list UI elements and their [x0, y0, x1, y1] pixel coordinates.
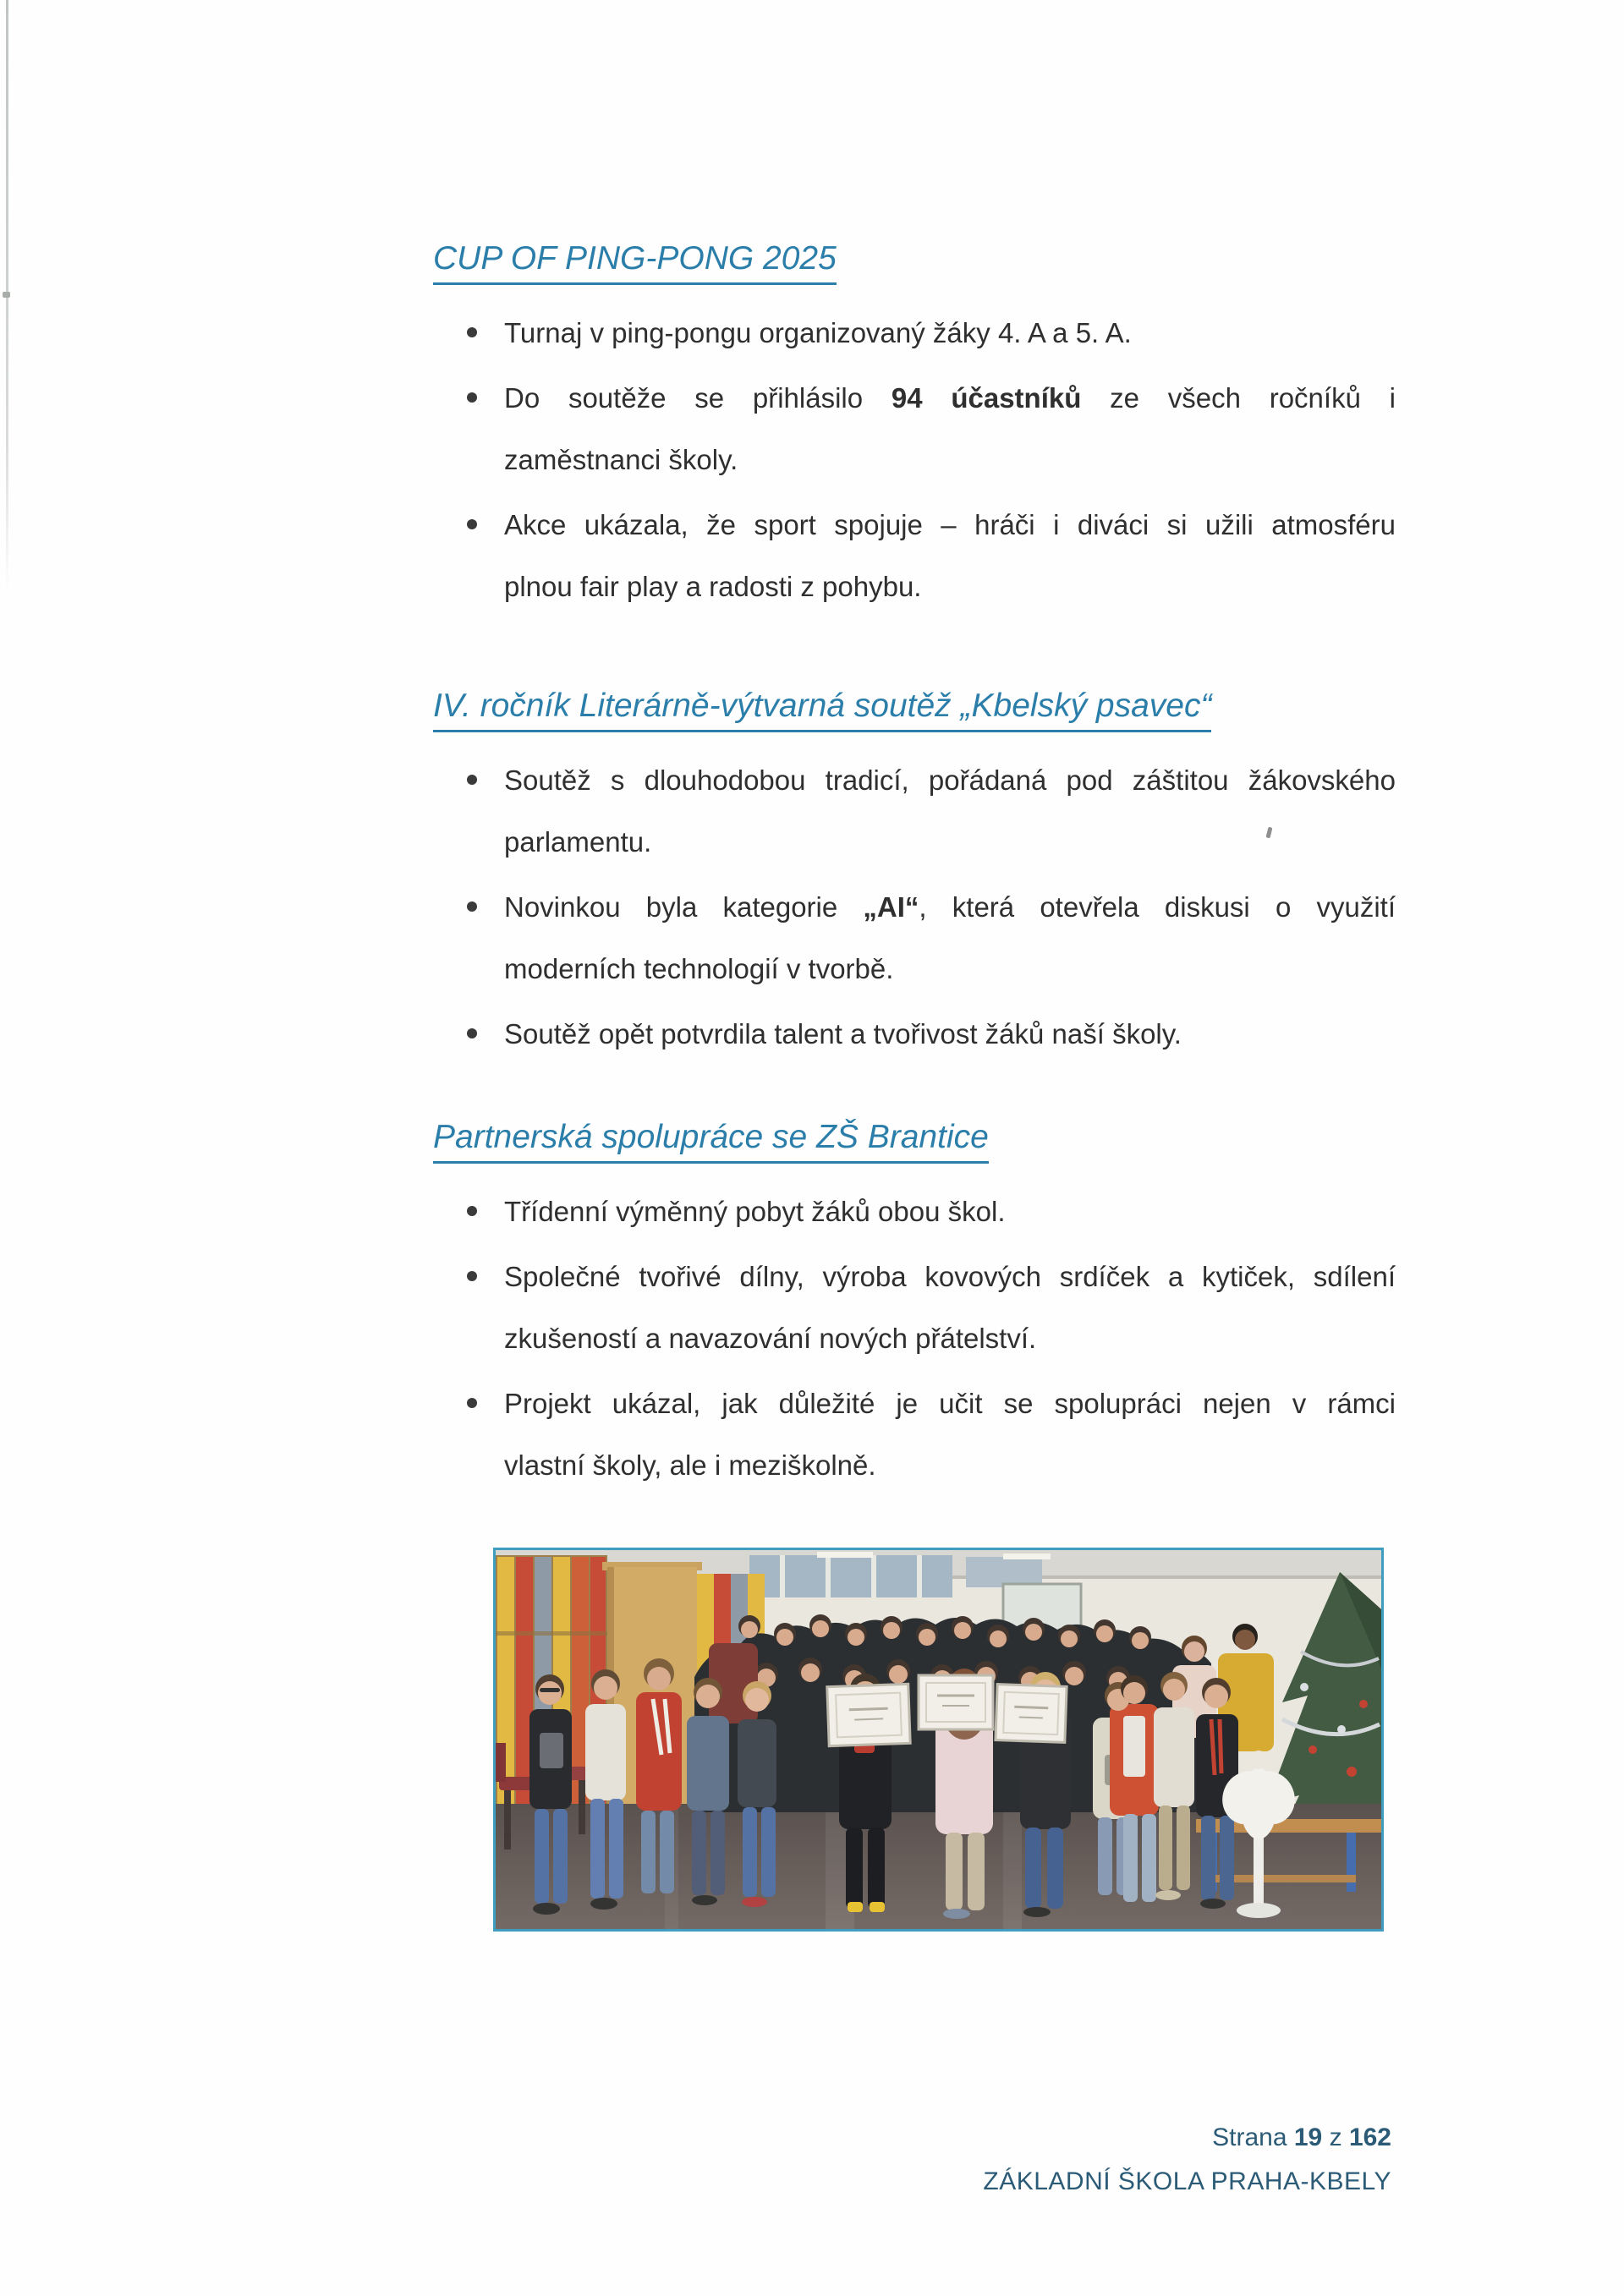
bullet-list [433, 302, 1396, 617]
section-heading: Partnerská spolupráce se ZŠ Brantice [433, 1116, 1396, 1164]
bullet-line: parlamentu. [504, 826, 652, 858]
group-photo-illustration [496, 1550, 1381, 1929]
bullet-line: Třídenní výměnný pobyt žáků obou škol. [504, 1196, 1006, 1227]
bullet-item [433, 1181, 1396, 1242]
bullet-line: zaměstnanci školy. [504, 444, 738, 475]
bullet-item [433, 494, 1396, 617]
section-heading: CUP OF PING-PONG 2025 [433, 238, 1396, 285]
bullet-item [433, 876, 1396, 1000]
bullet-list [433, 749, 1396, 1065]
section-cup-of-ping-pong [433, 238, 1396, 621]
bullet-line: Společné tvořivé dílny, výroba kovových srdíček a kytiček, sdílení [504, 1261, 1396, 1292]
bullet-line: Projekt ukázal, jak důležité je učit se spolupráci nejen v rámci [504, 1388, 1396, 1419]
bullet-line: Akce ukázala, že sport spojuje – hráči i diváci si užili atmosféru [504, 509, 1396, 540]
bullet-item [433, 749, 1396, 873]
bullet-item [433, 302, 1396, 364]
bullet-line: Soutěž s dlouhodobou tradicí, pořádaná pod záštitou žákovského [504, 764, 1396, 796]
bullet-item [433, 1373, 1396, 1496]
bullet-item [433, 1003, 1396, 1065]
bullet-line: Soutěž opět potvrdila talent a tvořivost žáků naší školy. [504, 1018, 1182, 1049]
bullet-item [433, 1246, 1396, 1369]
page-number: 19 [1293, 2123, 1323, 2151]
bold-text: „AI“ [863, 891, 919, 923]
section-kbelsky-psavec [433, 685, 1396, 1068]
bullet-line: zkušeností a navazování nových přátelství. [504, 1323, 1037, 1354]
bullet-line: vlastní školy, ale i meziškolně. [504, 1449, 876, 1481]
bullet-line: Novinkou byla kategorie „AI“, která otevřela diskusi o využití [504, 891, 1396, 923]
bullet-line: moderních technologií v tvorbě. [504, 953, 894, 984]
section-heading: IV. ročník Literárně-výtvarná soutěž „Kbelský psavec“ [433, 685, 1396, 732]
bullet-item [433, 367, 1396, 490]
scan-artifact-tick [3, 292, 10, 298]
bold-text: 94 účastníků [891, 382, 1082, 414]
section-zs-brantice [433, 1116, 1396, 1499]
page-number-line: Strana 19 z 162 [1212, 2123, 1391, 2151]
bullet-list [433, 1181, 1396, 1496]
page-footer [433, 2116, 1391, 2204]
bullet-line: Turnaj v ping-pongu organizovaný žáky 4. A a 5. A. [504, 317, 1132, 348]
total-pages: 162 [1348, 2123, 1391, 2151]
school-name: ZÁKLADNÍ ŠKOLA PRAHA-KBELY [983, 2167, 1391, 2195]
bullet-line: plnou fair play a radosti z pohybu. [504, 571, 922, 602]
bullet-line: Do soutěže se přihlásilo 94 účastníků ze všech ročníků i [504, 382, 1396, 414]
group-photo [493, 1548, 1384, 1932]
